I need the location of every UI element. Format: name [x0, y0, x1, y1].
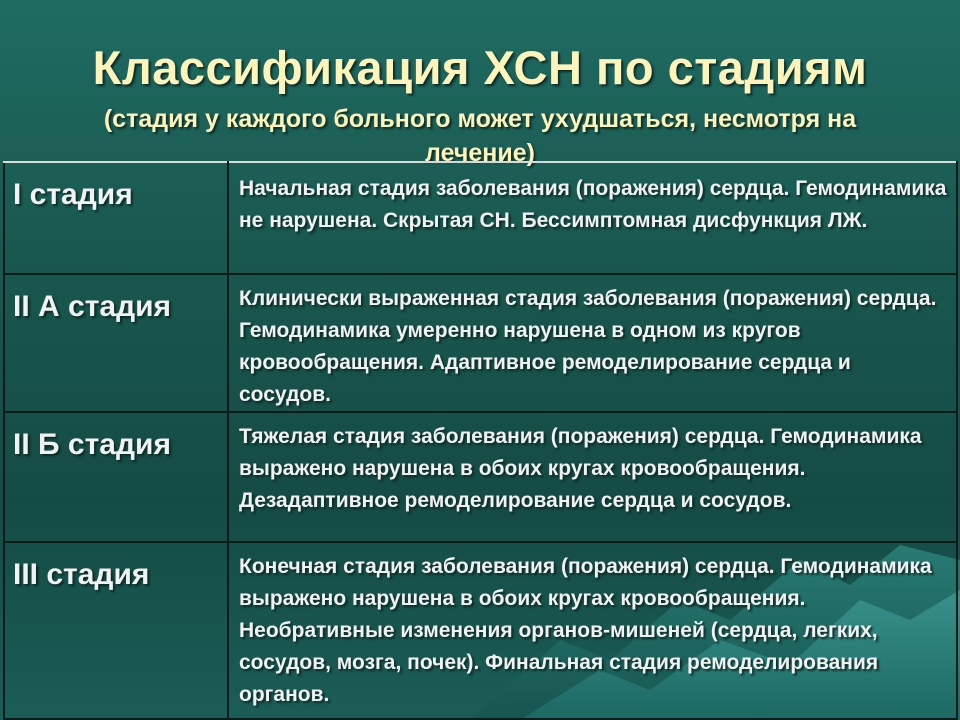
table-row [4, 162, 957, 274]
slide-subtitle: (стадия у каждого больного может ухудшаться, несмотря на лечение) [103, 105, 857, 167]
stage-description-cell: Конечная стадия заболевания (поражения) сердца. Гемодинамика выражено нарушена в обоих кругах кровообращения. Необративные изменения органов-мишеней (сердца, легких, сосудов, мозга, почек). Финальная стадия ремоделирования органов. [228, 542, 957, 719]
stages-table [3, 161, 958, 720]
stage-description-cell: Начальная стадия заболевания (поражения) сердца. Гемодинамика не нарушена. Скрытая СН. Бессимптомная дисфункция ЛЖ. [228, 162, 957, 274]
table-row [4, 274, 957, 412]
stage-name-cell: II А стадия [4, 274, 228, 412]
stage-name-cell: II Б стадия [4, 412, 228, 542]
table-row [4, 542, 957, 719]
table-row [4, 412, 957, 542]
stage-description-cell: Тяжелая стадия заболевания (поражения) сердца. Гемодинамика выражено нарушена в обоих кругах кровообращения. Дезадаптивное ремоделирование сердца и сосудов. [228, 412, 957, 542]
stage-name-cell: III стадия [4, 542, 228, 719]
stage-name-cell: I стадия [4, 162, 228, 274]
stage-description-cell: Клинически выраженная стадия заболевания (поражения) сердца. Гемодинамика умеренно нарушена в одном из кругов кровообращения. Адаптивное ремоделирование сердца и сосудов. [228, 274, 957, 412]
slide-title: Классификация ХСН по стадиям [92, 41, 868, 94]
